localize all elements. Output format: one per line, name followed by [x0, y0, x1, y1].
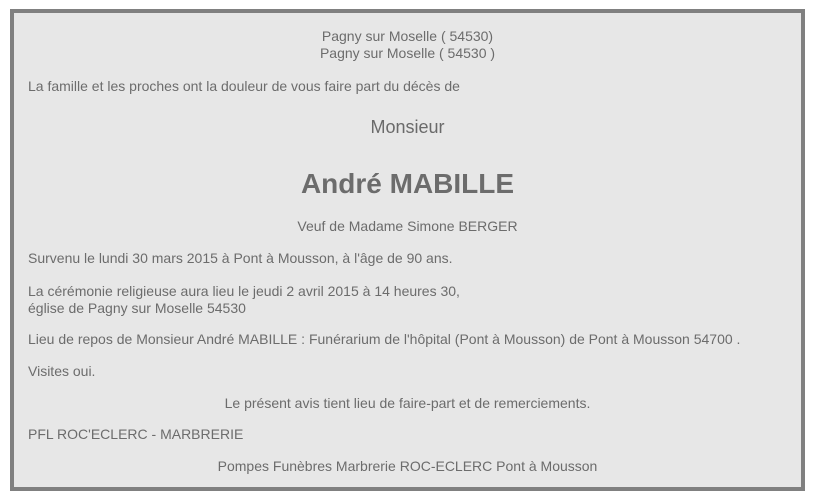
ceremony-line-1: La cérémonie religieuse aura lieu le jeudi 2 avril 2015 à 14 heures 30,	[28, 283, 460, 299]
widower-text: Veuf de Madame Simone BERGER	[297, 218, 518, 234]
header-location-2: Pagny sur Moselle ( 54530 )	[319, 45, 496, 61]
rest-place: Lieu de repos de Monsieur André MABILLE : Funérarium de l'hôpital (Pont à Mousson) de Pont à Mousson 54700 .	[28, 331, 741, 347]
ceremony-line-2: église de Pagny sur Moselle 54530	[28, 300, 246, 316]
honorific: Monsieur	[370, 117, 445, 137]
thanks-text: Le présent avis tient lieu de faire-part et de remerciements.	[224, 395, 591, 411]
company-short: PFL ROC'ECLERC - MARBRERIE	[28, 426, 244, 442]
death-info: Survenu le lundi 30 mars 2015 à Pont à Mousson, à l'âge de 90 ans.	[28, 250, 453, 266]
header-location-1: Pagny sur Moselle ( 54530)	[321, 28, 494, 44]
obituary-notice-panel	[10, 9, 805, 491]
deceased-name: André MABILLE	[300, 168, 515, 199]
company-full: Pompes Funèbres Marbrerie ROC-ECLERC Pont à Mousson	[217, 458, 598, 474]
intro-text: La famille et les proches ont la douleur de vous faire part du décès de	[28, 78, 460, 94]
visits-text: Visites oui.	[28, 363, 96, 379]
